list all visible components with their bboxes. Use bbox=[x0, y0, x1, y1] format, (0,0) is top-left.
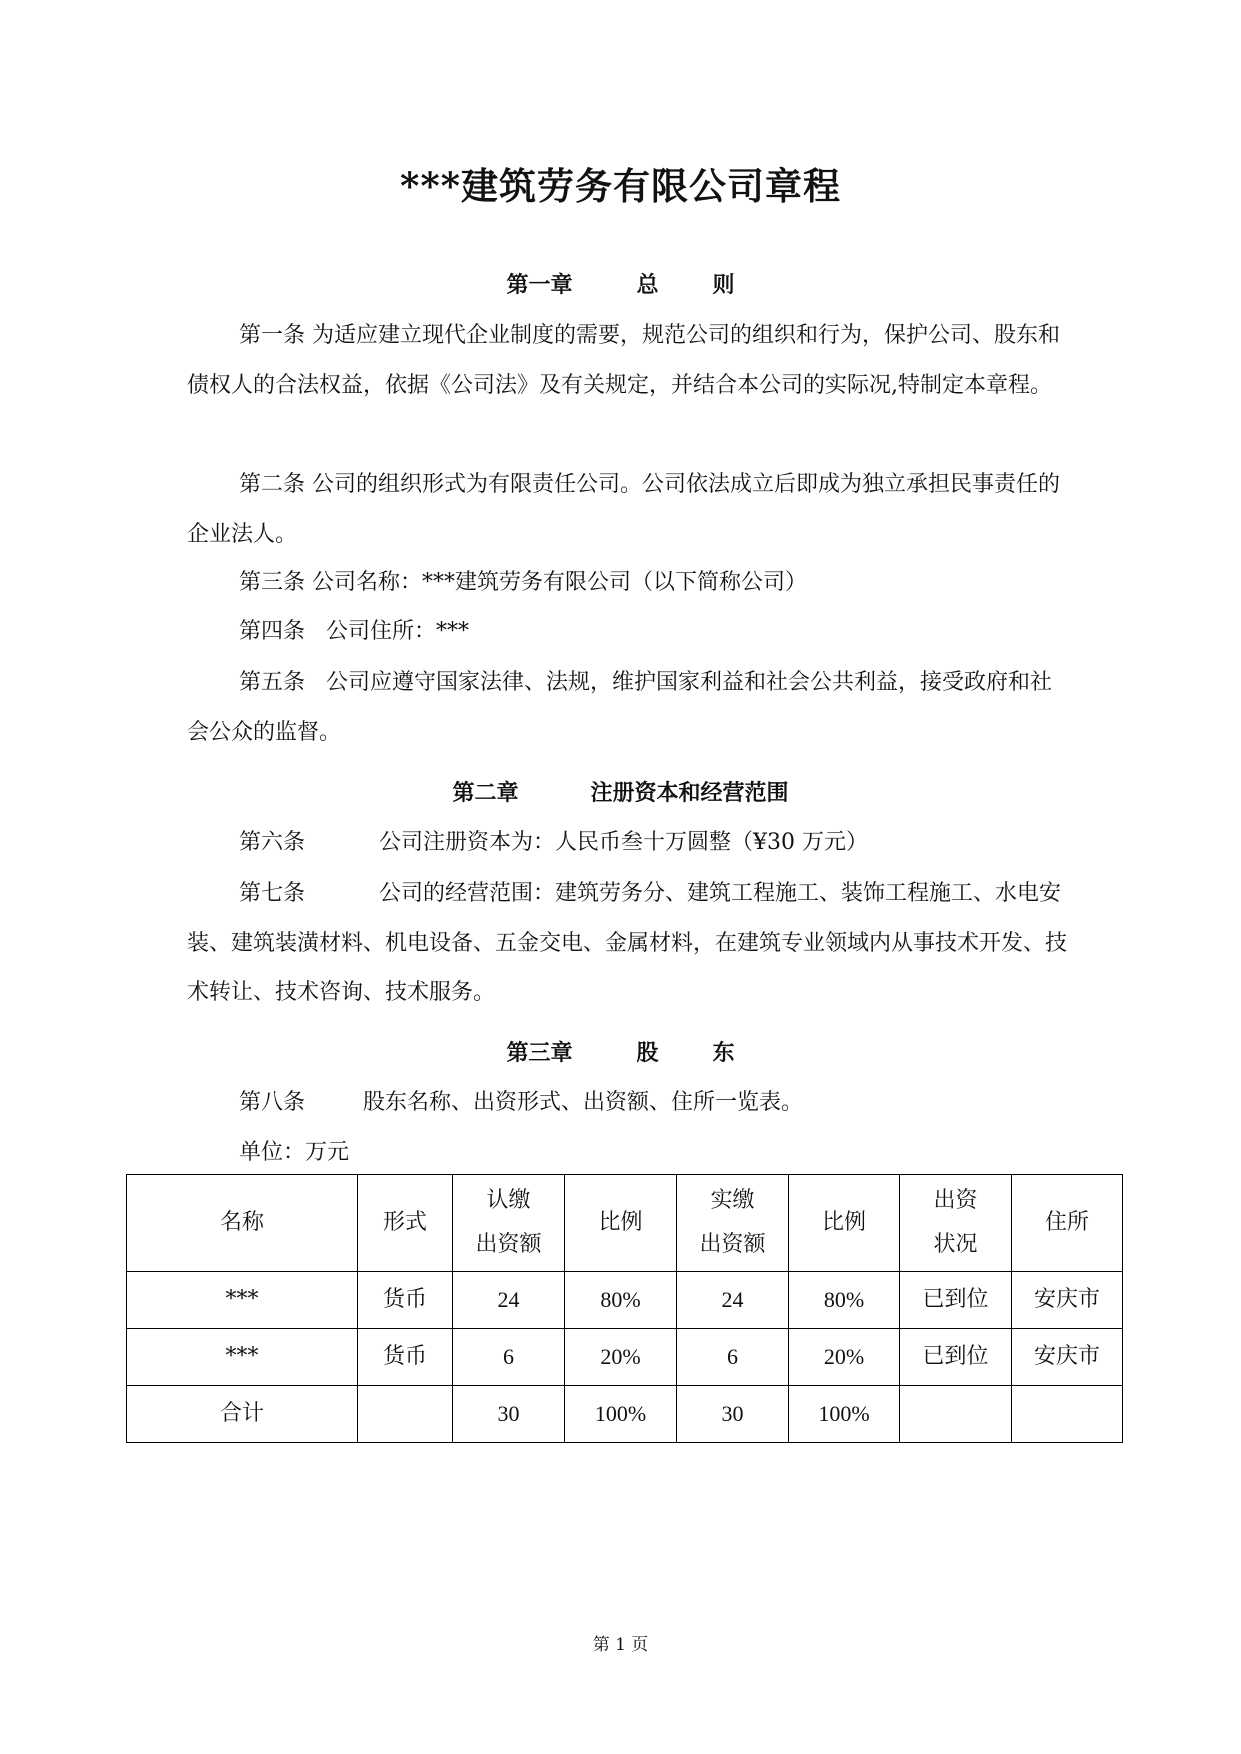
article-text: 为适应建立现代企业制度的需要，规范公司的组织和行为，保护公司、股东和债权人的合法权益，依据《公司法》及有关规定，并结合本公司的实际况,特制定本章程。 bbox=[187, 323, 1061, 398]
table-cell: 已到位 bbox=[900, 1329, 1012, 1386]
header-cell: 比例 bbox=[789, 1175, 900, 1272]
table-cell: 24 bbox=[677, 1272, 789, 1329]
chapter-name: 注册资本和经营范围 bbox=[590, 781, 789, 806]
article-8 bbox=[239, 1088, 803, 1118]
table-cell bbox=[358, 1386, 453, 1443]
table-cell: 已到位 bbox=[900, 1272, 1012, 1329]
header-cell: 比例 bbox=[565, 1175, 677, 1272]
article-4 bbox=[239, 617, 469, 647]
chapter-number: 第一章 bbox=[506, 273, 573, 298]
article-label: 第七条 bbox=[239, 881, 306, 906]
table-total-row bbox=[127, 1386, 1123, 1443]
article-label: 第八条 bbox=[239, 1090, 306, 1115]
article-label: 第五条 bbox=[239, 670, 306, 695]
table-cell: 80% bbox=[565, 1272, 677, 1329]
table-cell: 安庆市 bbox=[1012, 1272, 1123, 1329]
header-cell: 形式 bbox=[358, 1175, 453, 1272]
table-cell: *** bbox=[127, 1272, 358, 1329]
article-text: 公司应遵守国家法律、法规，维护国家利益和社会公共利益，接受政府和社会公众的监督。 bbox=[187, 670, 1053, 745]
table-cell: 100% bbox=[565, 1386, 677, 1443]
table-cell: 6 bbox=[677, 1329, 789, 1386]
article-text: 股东名称、出资形式、出资额、住所一览表。 bbox=[363, 1090, 804, 1115]
chapter-name-part: 则 bbox=[712, 273, 735, 298]
table-header-row bbox=[127, 1175, 1123, 1272]
table-row bbox=[127, 1272, 1123, 1329]
table-cell bbox=[1012, 1386, 1123, 1443]
shareholder-table bbox=[126, 1174, 1123, 1443]
article-6 bbox=[239, 828, 868, 858]
chapter-name-part: 东 bbox=[712, 1041, 735, 1066]
article-label: 第二条 bbox=[239, 472, 306, 497]
header-cell: 住所 bbox=[1012, 1175, 1123, 1272]
table-cell: 6 bbox=[453, 1329, 565, 1386]
table-cell: 30 bbox=[677, 1386, 789, 1443]
article-label: 第三条 bbox=[239, 570, 306, 595]
chapter-2-heading bbox=[0, 779, 1241, 809]
chapter-1-heading bbox=[0, 271, 1241, 301]
table-cell: 合计 bbox=[127, 1386, 358, 1443]
article-7 bbox=[187, 869, 1067, 1018]
table-cell: 24 bbox=[453, 1272, 565, 1329]
article-label: 第六条 bbox=[239, 830, 306, 855]
table-cell: 20% bbox=[789, 1329, 900, 1386]
table-cell: 安庆市 bbox=[1012, 1329, 1123, 1386]
document-title: ***建筑劳务有限公司章程 bbox=[399, 164, 842, 208]
header-cell: 认缴 出资额 bbox=[453, 1175, 565, 1272]
table-cell: *** bbox=[127, 1329, 358, 1386]
article-label: 第一条 bbox=[239, 323, 306, 348]
header-cell: 出资 状况 bbox=[900, 1175, 1012, 1272]
article-text: 公司注册资本为：人民币叁十万圆整（¥30 万元） bbox=[379, 830, 868, 855]
chapter-3-heading bbox=[0, 1039, 1241, 1069]
table-cell bbox=[900, 1386, 1012, 1443]
table-cell: 100% bbox=[789, 1386, 900, 1443]
article-text: 公司的经营范围：建筑劳务分、建筑工程施工、装饰工程施工、水电安装、建筑装潢材料、机电设备、五金交电、金属材料，在建筑专业领域内从事技术开发、技术转让、技术咨询、技术服务。 bbox=[187, 881, 1068, 1005]
article-text: 公司的组织形式为有限责任公司。公司依法成立后即成为独立承担民事责任的企业法人。 bbox=[187, 472, 1061, 547]
table-cell: 20% bbox=[565, 1329, 677, 1386]
table-row bbox=[127, 1329, 1123, 1386]
page-number: 第 1 页 bbox=[592, 1635, 649, 1655]
article-text: 公司名称：***建筑劳务有限公司（以下简称公司） bbox=[312, 570, 808, 595]
header-cell: 名称 bbox=[127, 1175, 358, 1272]
article-1 bbox=[187, 311, 1067, 410]
chapter-number: 第三章 bbox=[506, 1041, 573, 1066]
article-3 bbox=[239, 568, 807, 598]
table-cell: 货币 bbox=[358, 1272, 453, 1329]
chapter-number: 第二章 bbox=[452, 781, 519, 806]
header-cell: 实缴 出资额 bbox=[677, 1175, 789, 1272]
article-2 bbox=[187, 460, 1067, 559]
article-text: 公司住所：*** bbox=[326, 619, 470, 644]
article-label: 第四条 bbox=[239, 619, 306, 644]
table-cell: 30 bbox=[453, 1386, 565, 1443]
chapter-name-part: 股 bbox=[636, 1041, 659, 1066]
article-5 bbox=[187, 658, 1067, 757]
unit-note: 单位：万元 bbox=[239, 1140, 350, 1165]
table-cell: 货币 bbox=[358, 1329, 453, 1386]
chapter-name-part: 总 bbox=[636, 273, 659, 298]
table-cell: 80% bbox=[789, 1272, 900, 1329]
